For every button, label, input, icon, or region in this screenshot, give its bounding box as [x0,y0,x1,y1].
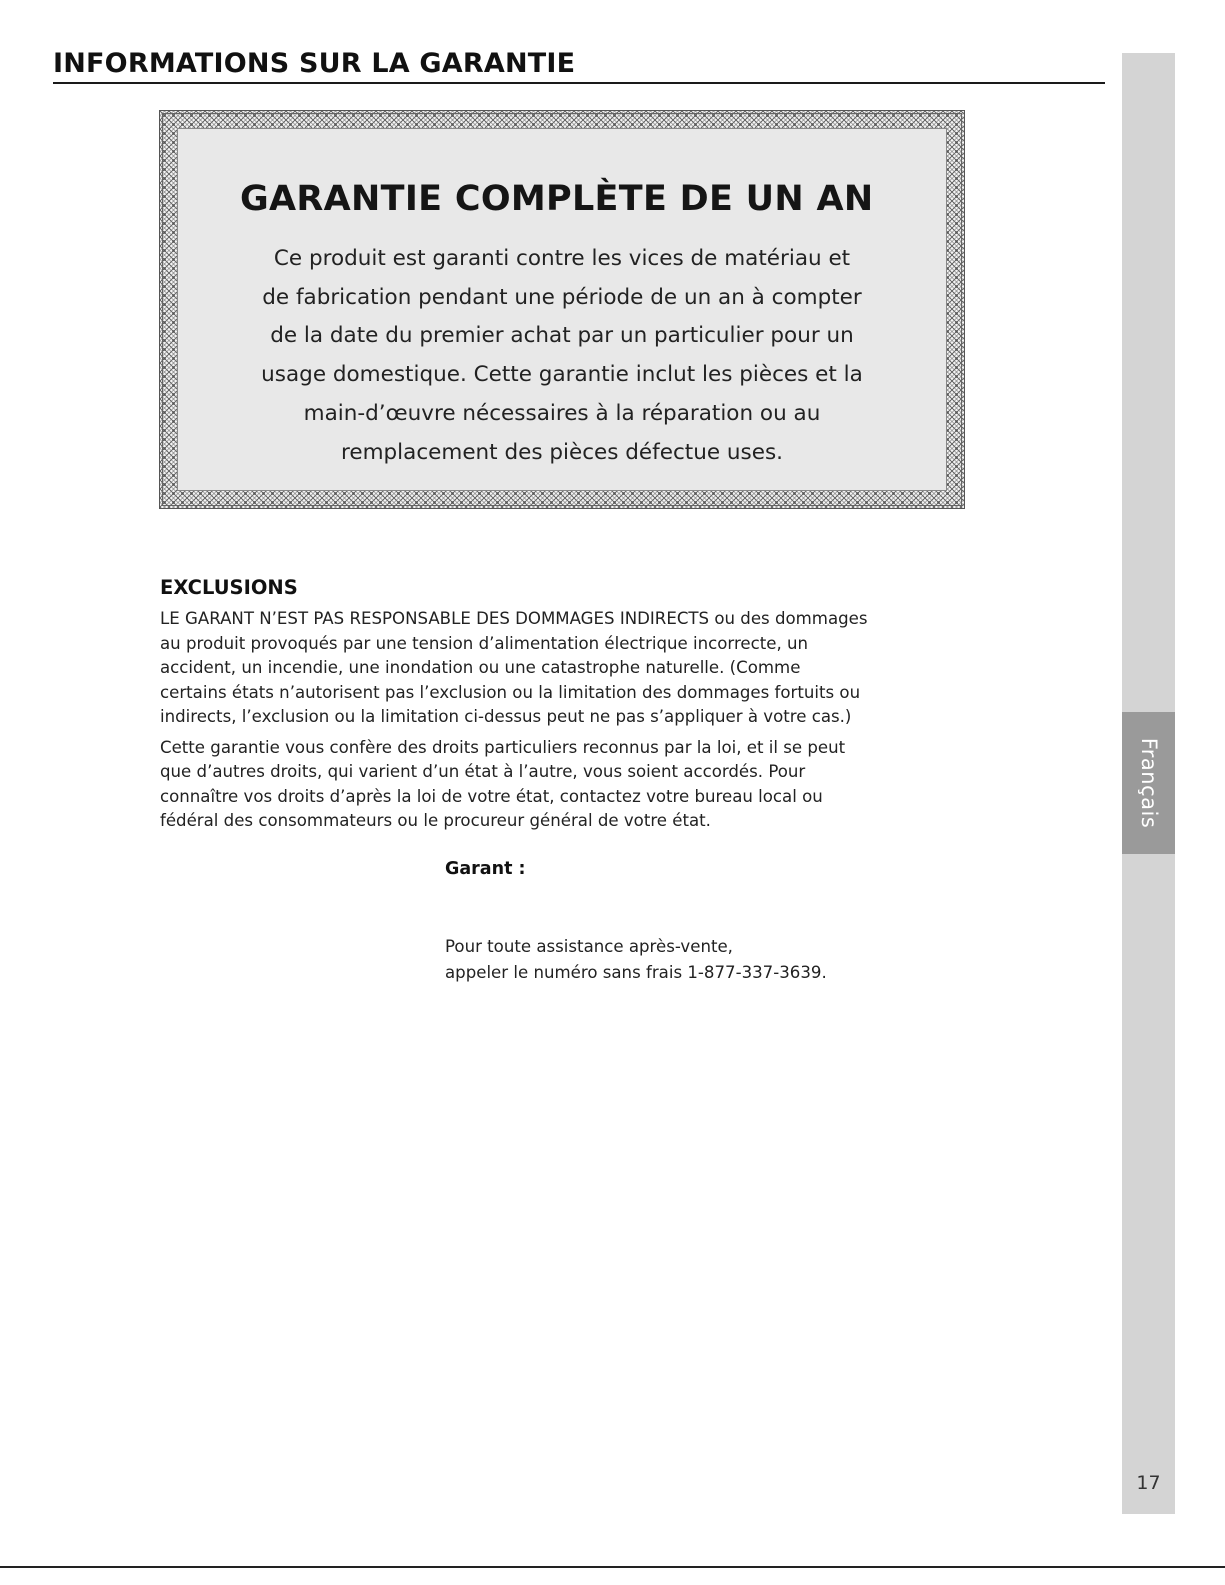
paragraph-line: au produit provoqués par une tension d’alimentation électrique incorrecte, un [160,633,809,653]
page-number: 17 [1136,1472,1161,1494]
contact-line: Pour toute assistance après-vente, [445,937,733,956]
page-header [53,46,1105,84]
paragraph-line: que d’autres droits, qui varient d’un état à l’autre, vous soient accordés. Pour [160,762,806,781]
certificate-line: main-d’œuvre nécessaires à la réparation ou au [303,400,821,426]
certificate-line: usage domestique. Cette garantie inclut les pièces et la [261,362,863,388]
certificate-line: Ce produit est garanti contre les vices de matériau et [273,246,851,271]
contact-phone-line: appeler le numéro sans frais 1-877-337-3639. [445,962,827,982]
certificate-panel [177,128,947,491]
exclusions-paragraph-1 [160,607,970,730]
certificate-title: GARANTIE COMPLÈTE DE UN AN [240,179,874,219]
paragraph-line: fédéral des consommateurs ou le procureur général de votre état. [160,811,711,830]
paragraph-line: indirects, l’exclusion ou la limitation ci-dessus peut ne pas s’appliquer à votre cas.) [160,707,852,726]
language-tab [1122,712,1175,854]
page-title: INFORMATIONS SUR LA GARANTIE [53,48,576,79]
certificate-line: remplacement des pièces défectue uses. [341,439,783,465]
certificate-line: de la date du premier achat par un particulier pour un [270,323,854,349]
exclusions-heading: EXCLUSIONS [160,576,298,599]
after-sales-contact [445,934,965,985]
paragraph-line: connaître vos droits d’après la loi de votre état, contactez votre bureau local ou [160,786,823,806]
certificate-text [178,240,946,472]
footer-rule [0,1566,1225,1568]
paragraph-line: LE GARANT N’EST PAS RESPONSABLE DES DOMMAGES INDIRECTS ou des dommages [160,609,868,628]
guarantor-label: Garant : [445,859,526,879]
exclusions-section [160,574,970,840]
warranty-certificate [159,110,965,509]
guarantor-block [445,856,965,982]
paragraph-line: certains états n’autorisent pas l’exclusion ou la limitation des dommages fortuits ou [160,682,861,702]
certificate-line: de fabrication pendant une période de un an à compter [262,284,862,310]
paragraph-line: accident, un incendie, une inondation ou une catastrophe naturelle. (Comme [160,658,801,677]
paragraph-line: Cette garantie vous confère des droits particuliers reconnus par la loi, et il se peut [160,737,846,757]
exclusions-paragraph-2 [160,736,970,834]
language-tab-label: Français [1136,737,1161,829]
